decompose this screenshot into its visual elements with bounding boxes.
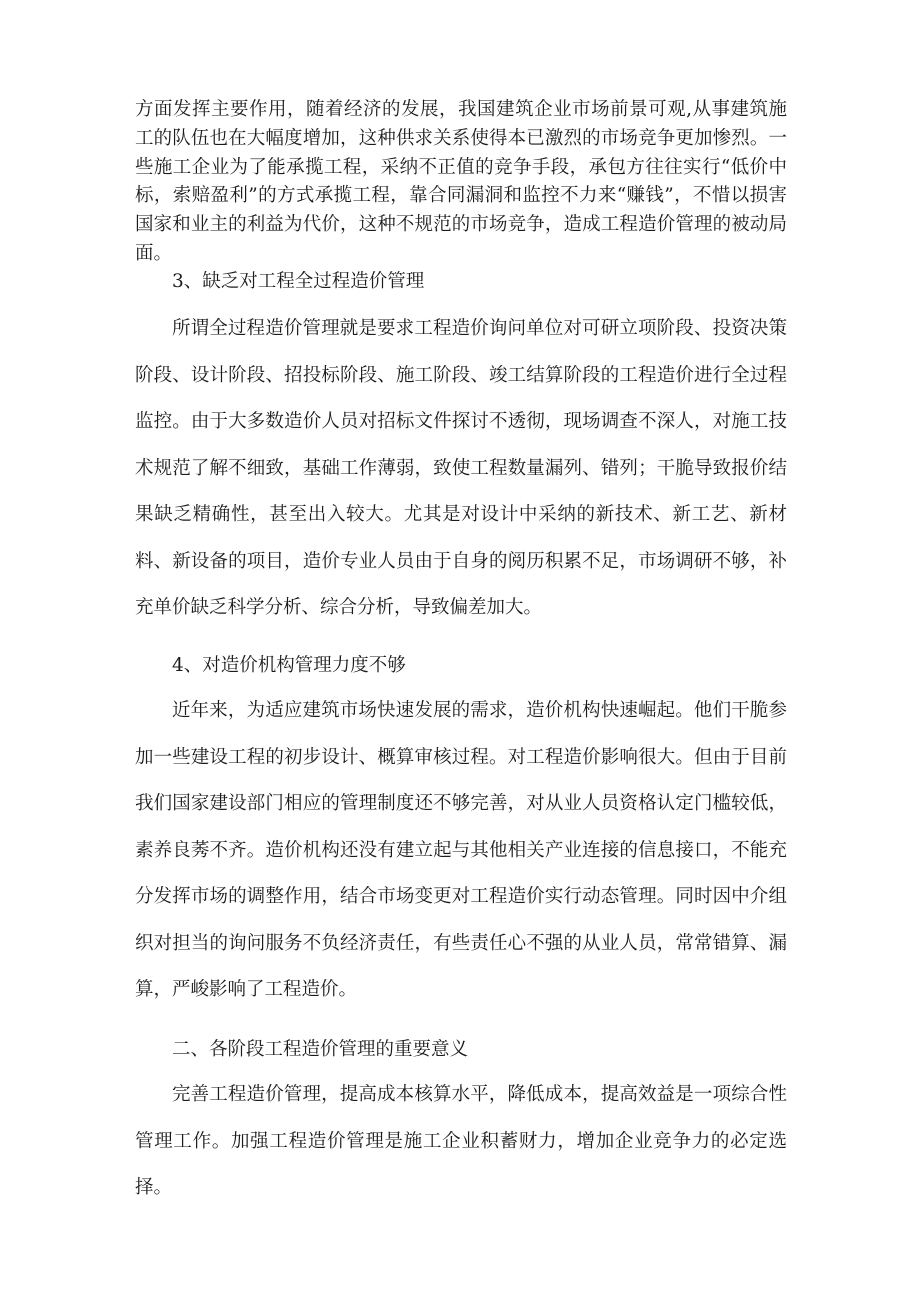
paragraph-full-process-management: 所谓全过程造价管理就是要求工程造价询问单位对可研立项阶段、投资决策阶段、设计阶段、招投标阶段、施工阶段、竣工结算阶段的工程造价进行全过程监控。由于大多数造价人员对招标文件探讨不透彻，现场调查不深人，对施工技术规范了解不细致，基础工作薄弱，致使工程数量漏列、错列；干脆导致报价结果缺乏精确性，甚至出入较大。尤其是对设计中采纳的新技术、新工艺、新材料、新设备的项目，造价专业人员由于自身的阅历积累不足，市场调研不够，补充单价缺乏科学分析、综合分析，导致偏差加大。 xyxy=(135,318,787,618)
heading-section-two-importance: 二、各阶段工程造价管理的重要意义 xyxy=(172,1039,469,1060)
paragraph-agency-management: 近年来，为适应建筑市场快速发展的需求，造价机构快速崛起。他们干脆参加一些建设工程的初步设计、概算审核过程。对工程造价影响很大。但由于目前我们国家建设部门相应的管理制度还不够完善，对从业人员资格认定门槛较低，素养良莠不齐。造价机构还没有建立起与其他相关产业连接的信息接口，不能充分发挥市场的调整作用，结合市场变更对工程造价实行动态管理。同时因中介组织对担当的询问服务不负经济责任，有些责任心不强的从业人员，常常错算、漏算，严峻影响了工程造价。 xyxy=(135,700,787,1000)
heading-lack-full-process-management: 3、缺乏对工程全过程造价管理 xyxy=(172,271,425,292)
paragraph-importance: 完善工程造价管理，提高成本核算水平，降低成本，提高效益是一项综合性管理工作。加强工程造价管理是施工企业积蓄财力，增加企业竞争力的必定选择。 xyxy=(135,1084,787,1198)
paragraph-market-competition: 方面发挥主要作用，随着经济的发展，我国建筑企业市场前景可观,从事建筑施工的队伍也在大幅度增加，这种供求关系使得本已激烈的市场竞争更加惨烈。一些施工企业为了能承揽工程，采纳不正值的竞争手段，承包方往往实行“低价中标，索赔盈利”的方式承揽工程，靠合同漏洞和监控不力来“赚钱”，不惜以损害国家和业主的利益为代价，这种不规范的市场竞争，造成工程造价管理的被动局面。 xyxy=(135,99,787,264)
heading-insufficient-agency-management: 4、对造价机构管理力度不够 xyxy=(172,655,406,676)
